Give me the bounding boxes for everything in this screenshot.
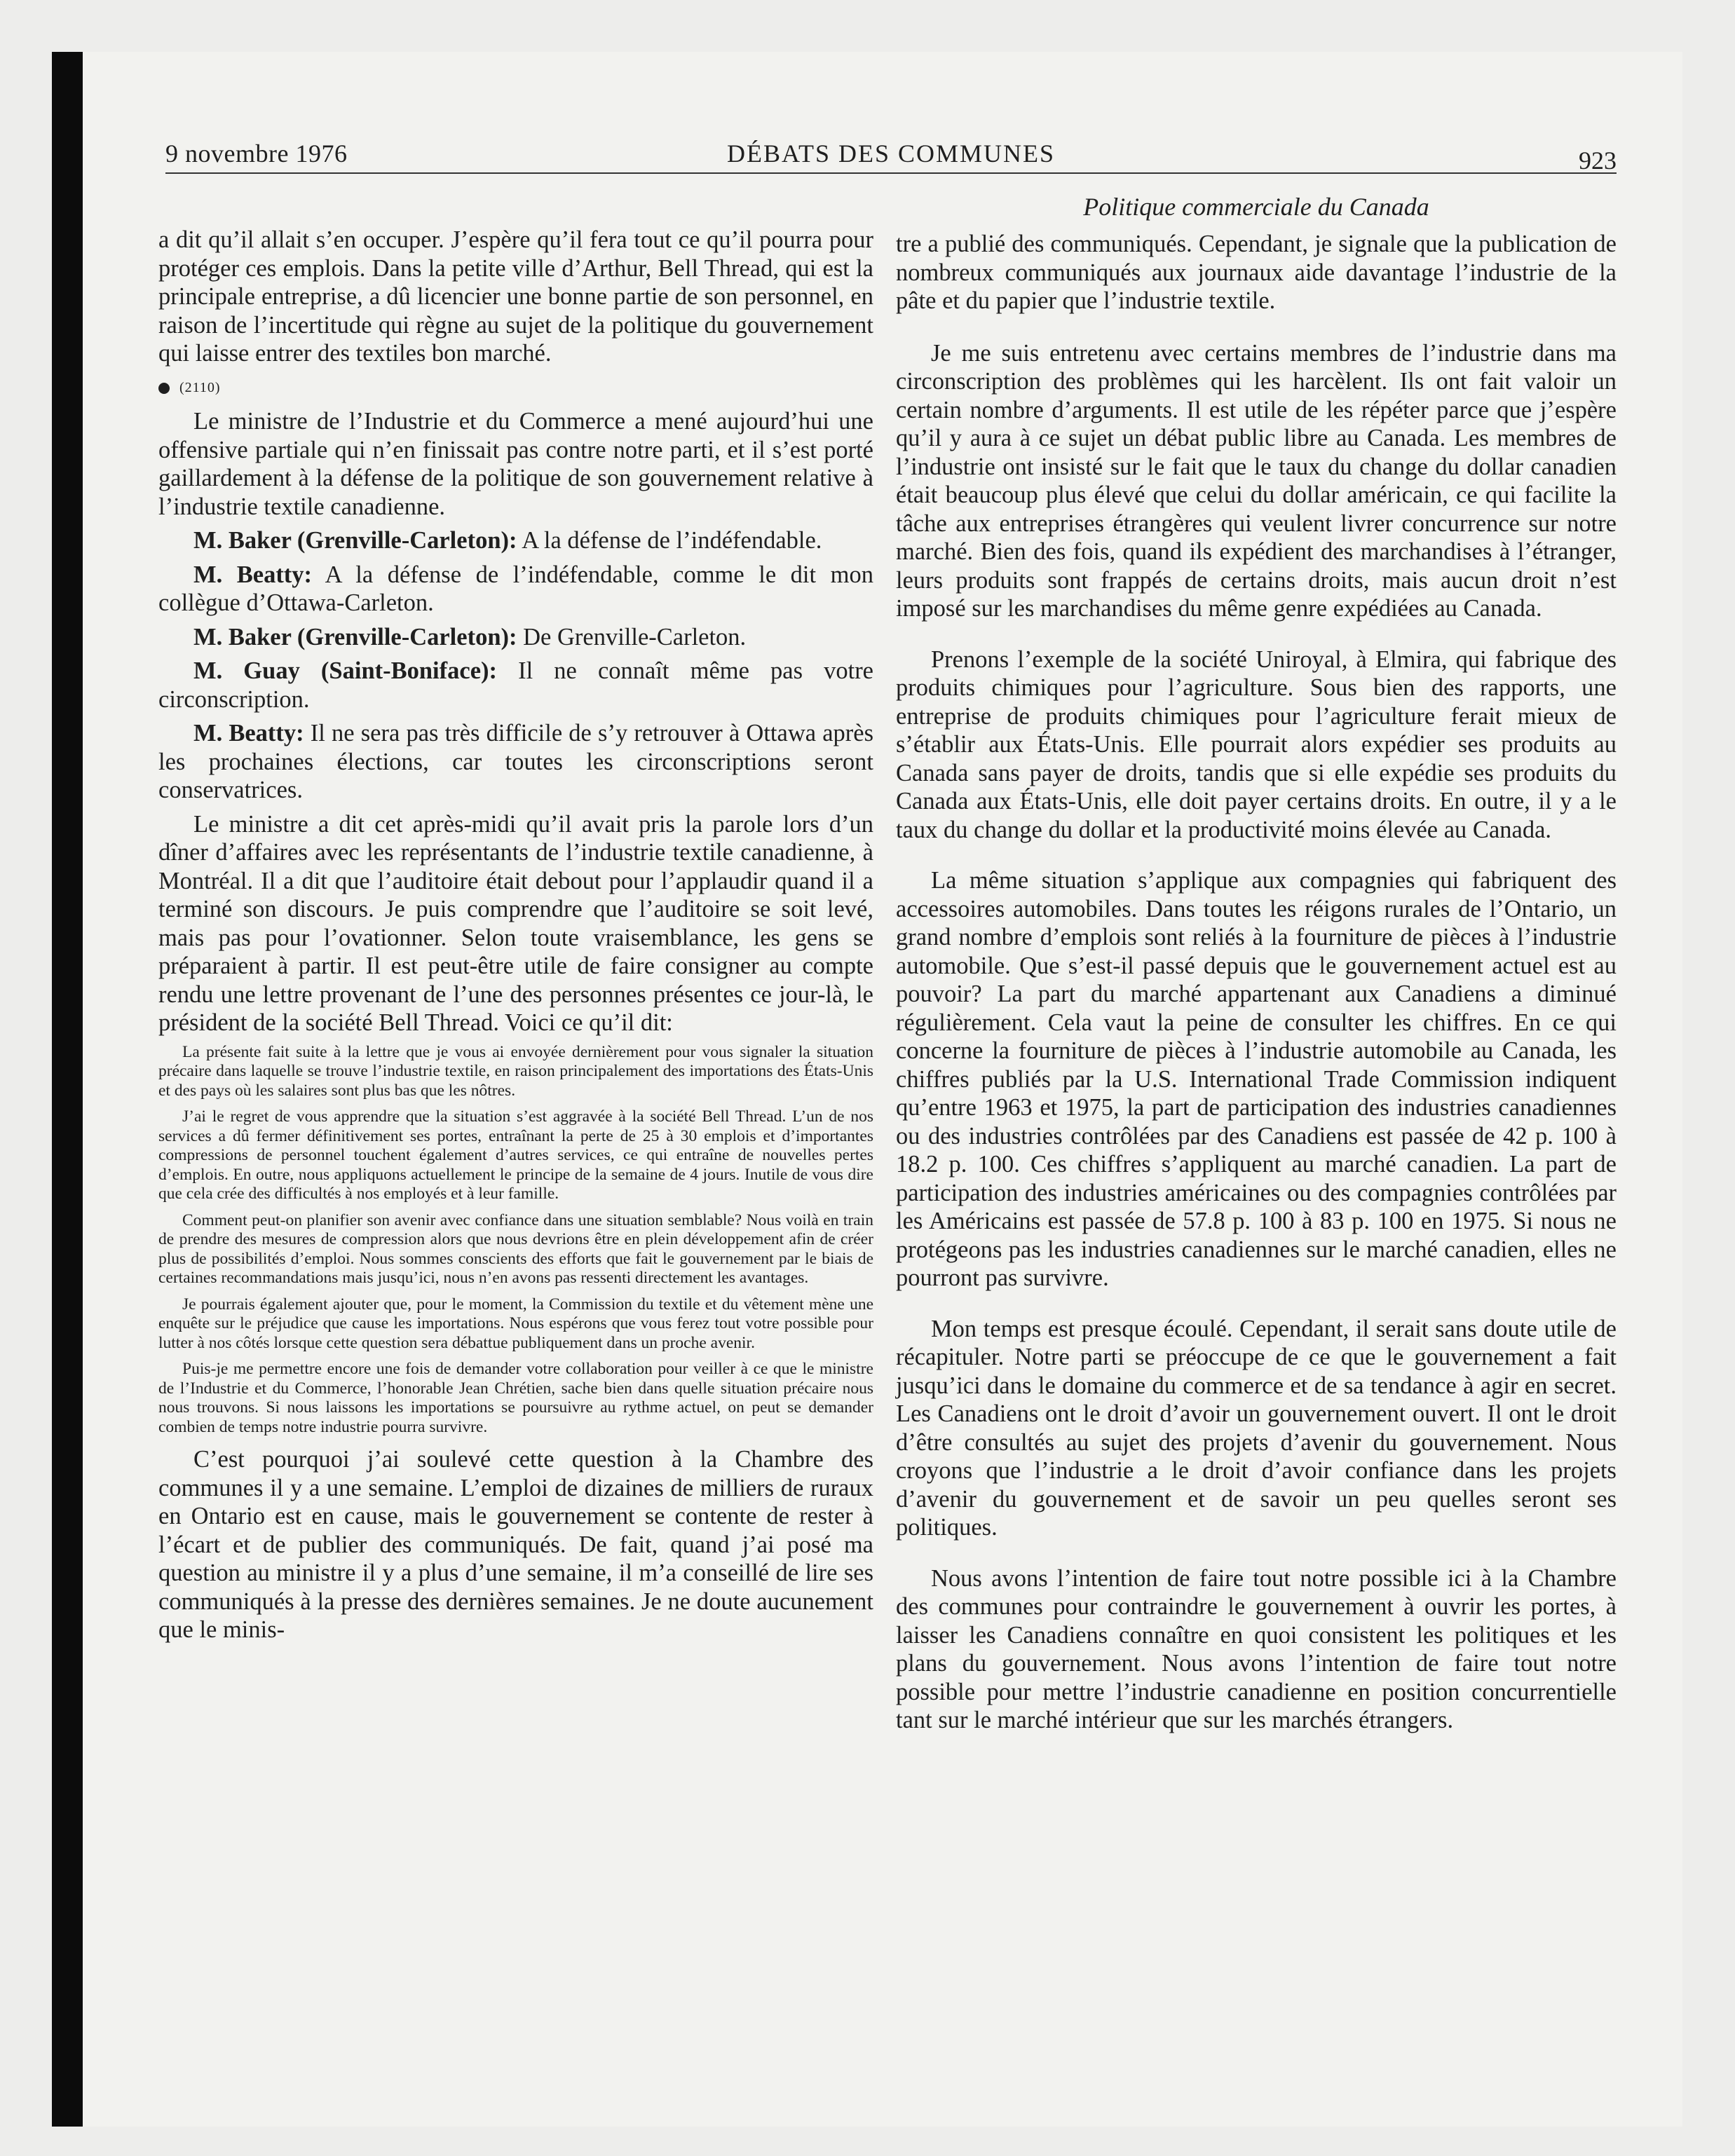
speaker-name: M. Beatty:	[193, 720, 304, 746]
paragraph: C’est pourquoi j’ai soulevé cette question à la Chambre des communes il y a une semaine. L’emploi de dizaines de milliers de ruraux en Ontario est en cause, mais le gouvernement se contente de rester à l’écart et de publier des communiqués. De fait, quand j’ai posé ma question au ministre il y a plus d’une semaine, il m’a conseillé de lire ses communiqués à la presse des dernières semaines. Je ne doute aucunement que le minis-	[158, 1446, 873, 1643]
right-column	[896, 230, 1617, 1757]
speaker-name: M. Beatty:	[193, 561, 313, 588]
paragraph: Je me suis entretenu avec certains membres de l’industrie dans ma circonscription des problèmes qui les harcèlent. Ils ont fait valoir un certain nombre d’arguments. Il est utile de les répéter parce que j’espère qu’il y aura à ce sujet un débat public libre au Canada. Les membres de l’industrie ont insisté sur le fait que le taux du change du dollar canadien était beaucoup plus élevé que celui du dollar américain, ce qui facilite la tâche aux entreprises étrangères qui veulent livrer concurrence sur notre marché. Bien des fois, quand ils expédient des marchandises à l’étranger, leurs produits sont frappés de certains droits, mais aucun droit n’est imposé sur les marchandises du même genre expédiées au Canada.	[896, 339, 1617, 622]
speech-text: De Grenville-Carleton.	[517, 623, 747, 650]
speaker-name: M. Baker (Grenville-Carleton):	[193, 623, 517, 650]
header-date: 9 novembre 1976	[165, 139, 348, 168]
speech	[158, 561, 873, 618]
quoted-letter	[158, 1043, 873, 1438]
speech	[158, 657, 873, 714]
header-title: DÉBATS DES COMMUNES	[726, 139, 1056, 168]
speech-text: A la défense de l’indéfendable.	[517, 527, 822, 554]
speaker-name: M. Guay (Saint-Boniface):	[193, 657, 497, 684]
paragraph: Prenons l’exemple de la société Uniroyal, à Elmira, qui fabrique des produits chimiques pour l’agriculture. Sous bien des rapports, une entreprise de produits chimiques pour l’agriculture ferait mieux de s’établir aux États-Unis. Elle pourrait alors expédier ses produits au Canada sans payer de droits, tandis que si elle expédie ses produits du Canada aux États-Unis, elle doit payer certains droits. En outre, il y a le taux du change du dollar et la productivité moins élevée au Canada.	[896, 646, 1617, 843]
speaker-name: M. Baker (Grenville-Carleton):	[193, 527, 517, 554]
bullet-icon	[158, 383, 170, 394]
quote-paragraph: La présente fait suite à la lettre que je vous ai envoyée dernièrement pour vous signaler la situation précaire dans laquelle se trouve l’industrie textile, en raison principalement des importations des États-Unis et des pays où les salaires sont plus bas que les nôtres.	[158, 1042, 873, 1100]
quote-paragraph: Puis-je me permettre encore une fois de demander votre collaboration pour veiller à ce que le ministre de l’Industrie et du Commerce, l’honorable Jean Chrétien, sache bien dans quelle situation précaire nous nous trouvons. Si nous laissons les importations se poursuivre au rythme actuel, on peut se demander combien de temps notre industrie pourra survivre.	[158, 1360, 873, 1436]
scan-binding-edge	[52, 52, 83, 2127]
quote-paragraph: Je pourrais également ajouter que, pour le moment, la Commission du textile et du vêtement mène une enquête sur le préjudice que cause les importations. Nous espérons que vous ferez tout votre possible pour lutter à nos côtés lorsque cette question sera débattue publiquement dans un proche avenir.	[158, 1295, 873, 1352]
quote-paragraph: Comment peut-on planifier son avenir avec confiance dans une situation semblable? Nous voilà en train de prendre des mesures de compression alors que nous devrions être en plein développement afin de créer plus de possibilités d’emploi. Nous sommes conscients des efforts que fait le gouvernement par le biais de certaines recommandations mais jusqu’ici, nous n’en avons pas ressenti directement les avantages.	[158, 1210, 873, 1287]
speech-text: Il ne connaît même pas votre circonscription.	[158, 657, 873, 713]
speech-text: Il ne sera pas très difficile de s’y retrouver à Ottawa après les prochaines élections, car toutes les circonscriptions seront conservatrices.	[158, 720, 873, 803]
speech-text: A la défense de l’indéfendable, comme le dit mon collègue d’Ottawa-Carleton.	[158, 561, 873, 616]
time-marker-text: (2110)	[179, 379, 221, 395]
left-column	[158, 226, 873, 1650]
speech	[158, 526, 873, 555]
paragraph: La même situation s’applique aux compagnies qui fabriquent des accessoires automobiles. Dans toutes les réigons rurales de l’Ontario, un grand nombre d’emplois sont reliés à la fourniture de pièces à l’industrie automobile. Que s’est-il passé depuis que le gouvernement actuel est au pouvoir? La part du marché appartenant aux Canadiens a diminué régulièrement. Cela vaut la peine de consulter les chiffres. En ce qui concerne la fourniture de pièces à l’industrie automobile au Canada, les chiffres publiés par la U.S. International Trade Commission indiquent qu’entre 1963 et 1975, la part de participation des industries canadiennes ou des industries contrôlées par des Canadiens est passée de 42 p. 100 à 18.2 p. 100. Ces chiffres s’appliquent au marché canadien. La part de participation des industries américaines ou des compagnies contrôlées par les Américains est passée de 57.8 p. 100 à 83 p. 100 en 1975. Si nous ne protégeons pas les industries canadiennes sur le marché canadien, elles ne pourront pas survivre.	[896, 867, 1617, 1291]
paragraph: Le ministre a dit cet après-midi qu’il avait pris la parole lors d’un dîner d’affaires avec les représentants de l’industrie textile canadienne, à Montréal. Il a dit que l’auditoire était debout pour l’applaudir quand il a terminé son discours. Je puis comprendre que l’auditoire se soit levé, mais pas pour l’ovationner. Selon toute vraisemblance, les gens se préparaient à partir. Il est peut-être utile de faire consigner au compte rendu une lettre provenant de l’une des personnes présentes ce jour-là, le président de la société Bell Thread. Voici ce qu’il dit:	[158, 810, 873, 1036]
section-title: Politique commerciale du Canada	[1083, 193, 1429, 221]
page-number: 923	[1579, 146, 1617, 175]
time-marker	[158, 374, 873, 402]
paragraph: Nous avons l’intention de faire tout notre possible ici à la Chambre des communes pour contraindre le gouvernement à ouvrir les portes, à laisser les Canadiens connaître en quoi consistent les politiques et les plans du gouvernement. Nous avons l’intention de faire tout notre possible pour mettre l’industrie canadienne en position concurrentielle tant sur le marché intérieur que sur les marchés étrangers.	[896, 1564, 1617, 1733]
paragraph: tre a publié des communiqués. Cependant, je signale que la publication de nombreux communiqués aux journaux aide davantage l’industrie de la pâte et du papier que l’industrie textile.	[896, 231, 1617, 314]
paragraph: Mon temps est presque écoulé. Cependant, il serait sans doute utile de récapituler. Notre parti se préoccupe de ce que le gouvernement a fait jusqu’ici dans le domaine du commerce et de sa tendance à agir en secret. Les Canadiens ont le droit d’avoir un gouvernement ouvert. Il ont le droit d’être consultés au sujet des projets d’avenir du gouvernement. Nous croyons que l’industrie a le droit d’avoir confiance dans les projets d’avenir du gouvernement et de savoir un peu quelles seront ses politiques.	[896, 1315, 1617, 1541]
quote-paragraph: J’ai le regret de vous apprendre que la situation s’est aggravée à la société Bell Thread. L’un de nos services a dû fermer définitivement ses portes, entraînant la perte de 25 à 30 emplois et d’importantes compressions de personnel touchent également d’autres services, ce qui entraîne de nouvelles pertes d’emplois. En outre, nous appliquons actuellement le principe de la semaine de 4 jours. Inutile de vous dire que cela crée des difficultés à nos employés et à leur famille.	[158, 1107, 873, 1203]
running-header	[165, 137, 1617, 174]
speech	[158, 623, 873, 652]
paragraph: a dit qu’il allait s’en occuper. J’espère qu’il fera tout ce qu’il pourra pour protéger ces emplois. Dans la petite ville d’Arthur, Bell Thread, qui est la principale entreprise, a dû licencier une bonne partie de son personnel, en raison de l’incertitude qui règne au sujet de la politique du gouvernement qui laisse entrer des textiles bon marché.	[158, 226, 873, 367]
paragraph: Le ministre de l’Industrie et du Commerce a mené aujourd’hui une offensive partiale qui n’en finissait pas contre notre parti, et il s’est porté gaillardement à la défense de la politique de son gouvernement relative à l’industrie textile canadienne.	[158, 408, 873, 520]
speech	[158, 719, 873, 805]
